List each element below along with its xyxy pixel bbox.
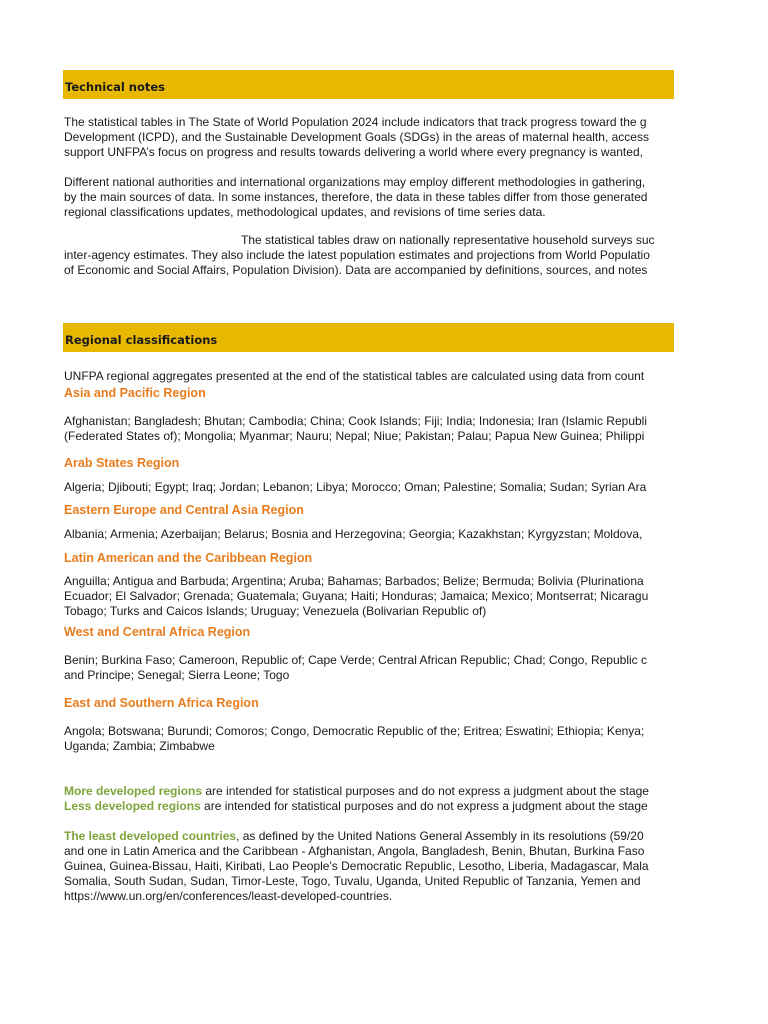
wca-countries (64, 651, 674, 685)
ldc-first-line (64, 829, 644, 844)
arab-states-heading: Arab States Region (64, 456, 180, 470)
wca-heading: West and Central Africa Region (64, 625, 251, 639)
technical-notes-title: Technical notes (65, 80, 166, 94)
regional-classifications-header (63, 323, 674, 352)
development-notes (64, 782, 674, 816)
tech-paragraph-1 (64, 112, 674, 162)
technical-notes-header (63, 70, 674, 99)
text-line: Development (ICPD), and the Sustainable Development Goals (SDGs) in the areas of maternal health, access (64, 130, 649, 144)
less-developed-line (64, 799, 648, 814)
text-line: Ecuador; El Salvador; Grenada; Guatemala; Guyana; Haiti; Honduras; Jamaica; Mexico; Montserrat; Nicaragu (64, 589, 649, 603)
asia-pacific-heading-cell (64, 384, 674, 404)
text-line: of Economic and Social Affairs, Population Division). Data are accompanied by definitions, sources, and notes (64, 263, 648, 277)
text-line: The statistical tables in The State of World Population 2024 include indicators that track progress toward the g (64, 115, 647, 129)
text-line: Tobago; Turks and Caicos Islands; Uruguay; Venezuela (Bolivarian Republic of) (64, 604, 487, 618)
esa-heading-cell (64, 694, 674, 714)
esa-countries (64, 722, 674, 756)
text-line: Angola; Botswana; Burundi; Comoros; Congo, Democratic Republic of the; Eritrea; Eswatini; Ethiopia; Kenya; (64, 724, 645, 738)
asia-pacific-countries (64, 412, 674, 446)
text-line: inter-agency estimates. They also include the latest population estimates and projections from World Populatio (64, 248, 650, 262)
lac-heading-cell (64, 549, 674, 569)
wca-heading-cell (64, 623, 674, 643)
text-line: Different national authorities and international organizations may employ different methodologies in gathering, (64, 175, 646, 189)
arab-states-countries (64, 478, 674, 498)
more-developed-line (64, 784, 649, 799)
text-line: and one in Latin America and the Caribbean - Afghanistan, Angola, Bangladesh, Benin, Bhutan, Burkina Faso (64, 844, 645, 858)
text-line: Uganda; Zambia; Zimbabwe (64, 739, 215, 753)
least-developed-countries (64, 827, 674, 907)
more-developed-text: are intended for statistical purposes and do not express a judgment about the stage (202, 784, 649, 798)
arab-states-heading-cell (64, 454, 674, 474)
text-line: (Federated States of); Mongolia; Myanmar; Nauru; Nepal; Niue; Pakistan; Palau; Papua New Guinea; Philippi (64, 429, 645, 443)
text-line: Afghanistan; Bangladesh; Bhutan; Cambodia; China; Cook Islands; Fiji; India; Indonesia; Iran (Islamic Republi (64, 414, 647, 428)
tech-paragraph-2 (64, 172, 674, 222)
text-line: Benin; Burkina Faso; Cameroon, Republic of; Cape Verde; Central African Republic; Chad; Congo, Republic c (64, 653, 647, 667)
ldc-label: The least developed countries (64, 829, 237, 843)
text-line: support UNFPA’s focus on progress and results towards delivering a world where every pregnancy is wanted, (64, 145, 643, 159)
asia-pacific-heading: Asia and Pacific Region (64, 386, 206, 400)
ldc-link[interactable]: https://www.un.org/en/conferences/least-developed-countries. (64, 889, 393, 903)
ldc-text: , as defined by the United Nations General Assembly in its resolutions (59/20 (236, 829, 644, 843)
text-line: by the main sources of data. In some instances, therefore, the data in these tables differ from those generated (64, 190, 648, 204)
lac-countries (64, 572, 674, 622)
eeca-countries (64, 525, 674, 545)
text-line: Anguilla; Antigua and Barbuda; Argentina; Aruba; Bahamas; Barbados; Belize; Bermuda; Bolivia (Plurinationa (64, 574, 644, 588)
lac-heading: Latin American and the Caribbean Region (64, 551, 313, 565)
text-line: Somalia, South Sudan, Sudan, Timor-Leste, Togo, Tuvalu, Uganda, United Republic of Tanzania, Yemen and (64, 874, 641, 888)
text-line: Guinea, Guinea-Bissau, Haiti, Kiribati, Lao People's Democratic Republic, Lesotho, Liberia, Madagascar, Mala (64, 859, 649, 873)
regional-classifications-title: Regional classifications (65, 333, 218, 347)
esa-heading: East and Southern Africa Region (64, 696, 259, 710)
text-line: UNFPA regional aggregates presented at the end of the statistical tables are calculated using data from count (64, 369, 645, 383)
more-developed-label: More developed regions (64, 784, 203, 798)
text-line: regional classifications updates, methodological updates, and revisions of time series data. (64, 205, 546, 219)
eeca-heading: Eastern Europe and Central Asia Region (64, 503, 304, 517)
text-line: The statistical tables draw on nationally representative household surveys suc (241, 233, 655, 247)
text-line: Algeria; Djibouti; Egypt; Iraq; Jordan; Lebanon; Libya; Morocco; Oman; Palestine; Somalia; Sudan; Syrian Ara (64, 480, 647, 494)
text-line: and Principe; Senegal; Sierra Leone; Togo (64, 668, 290, 682)
text-line: Albania; Armenia; Azerbaijan; Belarus; Bosnia and Herzegovina; Georgia; Kazakhstan; Kyrgyzstan; Moldova, (64, 527, 643, 541)
tech-paragraph-3 (64, 230, 674, 280)
less-developed-label: Less developed regions (64, 799, 201, 813)
less-developed-text: are intended for statistical purposes and do not express a judgment about the stage (200, 799, 648, 813)
eeca-heading-cell (64, 501, 674, 521)
